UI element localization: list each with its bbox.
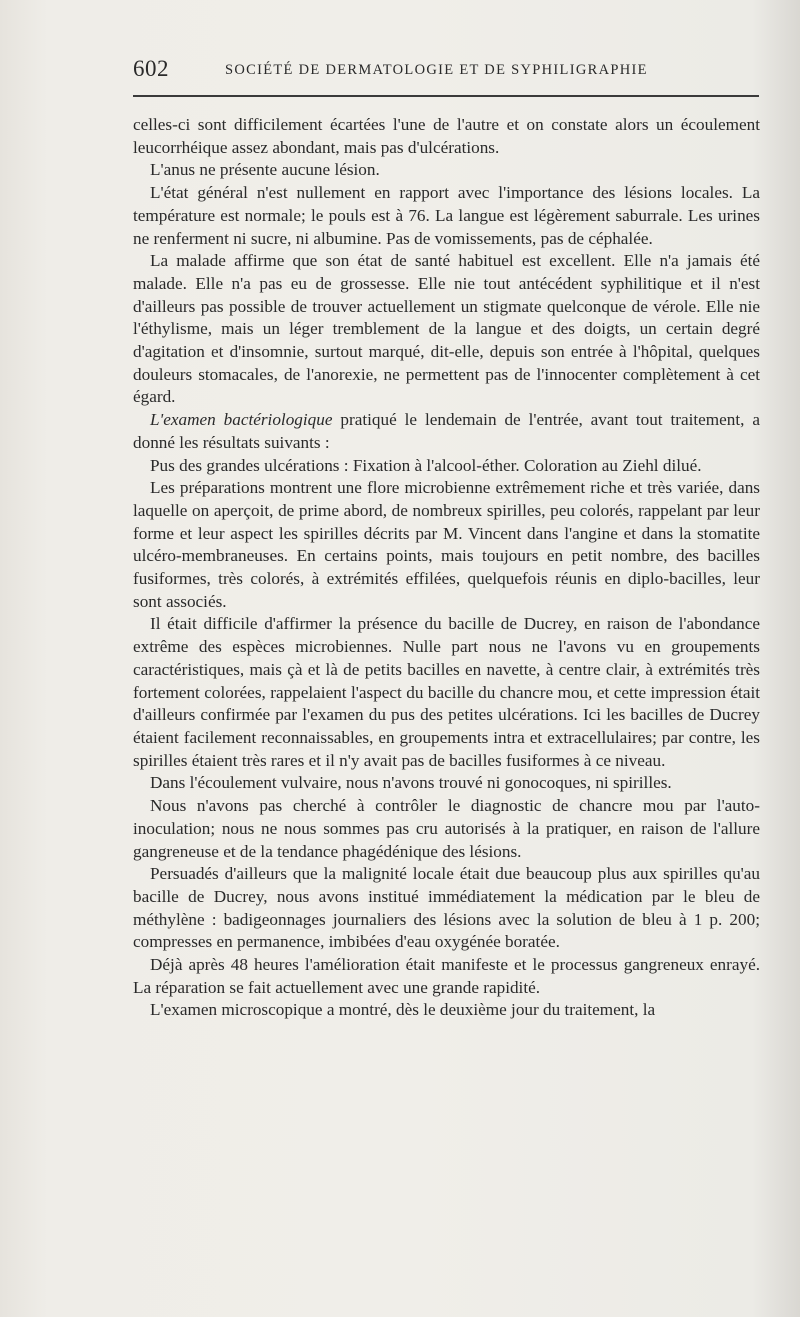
paragraph-4: La malade affirme que son état de santé habituel est excellent. Elle n'a jamais été malade. Elle n'a pas eu de grossesse. Elle nie tout antécédent syphilitique et il n'est d'ailleurs pas possible de trouver actuellement un stigmate quelconque de vérole. Elle nie l'éthylisme, mais un léger tremblement de la langue et des doigts, un certain degré d'agitation et d'insomnie, surtout marqué, dit-elle, depuis son entrée à l'hôpital, quelques douleurs stomacales, de l'anorexie, ne permettent pas de l'innocenter complètement à cet égard.	[133, 251, 760, 407]
paragraph-2: L'anus ne présente aucune lésion.	[150, 160, 380, 180]
paragraph-6: Pus des grandes ulcérations : Fixation à l'alcool-éther. Coloration au Ziehl dilué.	[150, 455, 702, 475]
paragraph-13: L'examen microscopique a montré, dès le deuxième jour du traitement, la	[150, 1000, 656, 1020]
body-text	[133, 114, 760, 1022]
paragraph-12: Déjà après 48 heures l'amélioration était manifeste et le processus gangreneux enrayé. La réparation se fait actuellement avec une grande rapidité.	[133, 955, 760, 997]
paragraph-10: Nous n'avons pas cherché à contrôler le diagnostic de chancre mou par l'auto-inoculation; nous ne nous sommes pas cru autorisés à la pratiquer, en raison de l'allure gangreneuse et de la tendance phagédénique des lésions.	[133, 796, 760, 861]
paragraph-7: Les préparations montrent une flore microbienne extrêmement riche et très variée, dans laquelle on aperçoit, de prime abord, de nombreux spirilles, peu colorés, rappelant par leur forme et leur aspect les spirilles décrits par M. Vincent dans l'angine et dans la stomatite ulcéro-membraneuses. En certains points, mais toujours en petit nombre, des bacilles fusiformes, très colorés, à extrémités effilées, quelquefois réunis en diplo-bacilles, leur sont associés.	[133, 478, 760, 611]
paragraph-5-lead: L'examen bactériologique	[150, 410, 333, 430]
paragraph-1: celles-ci sont difficilement écartées l'une de l'autre et on constate alors un écoulement leucorrhéique assez abondant, mais pas d'ulcérations.	[133, 115, 760, 157]
paragraph-5-text: pratiqué le lendemain de l'entrée, avant tout traitement, a donné les résultats suivants :	[133, 410, 760, 452]
page-header	[133, 56, 759, 88]
paragraph-11: Persuadés d'ailleurs que la malignité locale était due beaucoup plus aux spirilles qu'au bacille de Ducrey, nous avons institué immédiatement la médication par le bleu de méthylène : badigeonnages journaliers des lésions avec la solution de bleu à 1 p. 200; compresses en permanence, imbibées d'eau oxygénée boratée.	[133, 864, 760, 952]
paragraph-5	[133, 409, 760, 454]
paragraph-9: Dans l'écoulement vulvaire, nous n'avons trouvé ni gonocoques, ni spirilles.	[150, 773, 672, 793]
page-number: 602	[133, 56, 169, 81]
paragraph-3: L'état général n'est nullement en rapport avec l'importance des lésions locales. La température est normale; le pouls est à 76. La langue est légèrement saburrale. Les urines ne renferment ni sucre, ni albumine. Pas de vomissements, pas de céphalée.	[133, 183, 760, 248]
paragraph-8: Il était difficile d'affirmer la présence du bacille de Ducrey, en raison de l'abondance extrême des espèces microbiennes. Nulle part nous ne l'avons vu en groupements caractéristiques, mais çà et là de petits bacilles en navette, à centre clair, à extrémités très fortement colorées, rappelaient l'aspect du bacille du chancre mou, et cette impression était d'ailleurs confirmée par l'examen du pus des petites ulcérations. Ici les bacilles de Ducrey étaient facilement reconnaissables, en groupements intra et extracellulaires; par contre, les spirilles étaient très rares et il n'y avait pas de bacilles fusiformes à ce niveau.	[133, 614, 760, 770]
header-rule	[133, 95, 759, 97]
running-title: SOCIÉTÉ DE DERMATOLOGIE ET DE SYPHILIGRAPHIE	[225, 62, 648, 78]
